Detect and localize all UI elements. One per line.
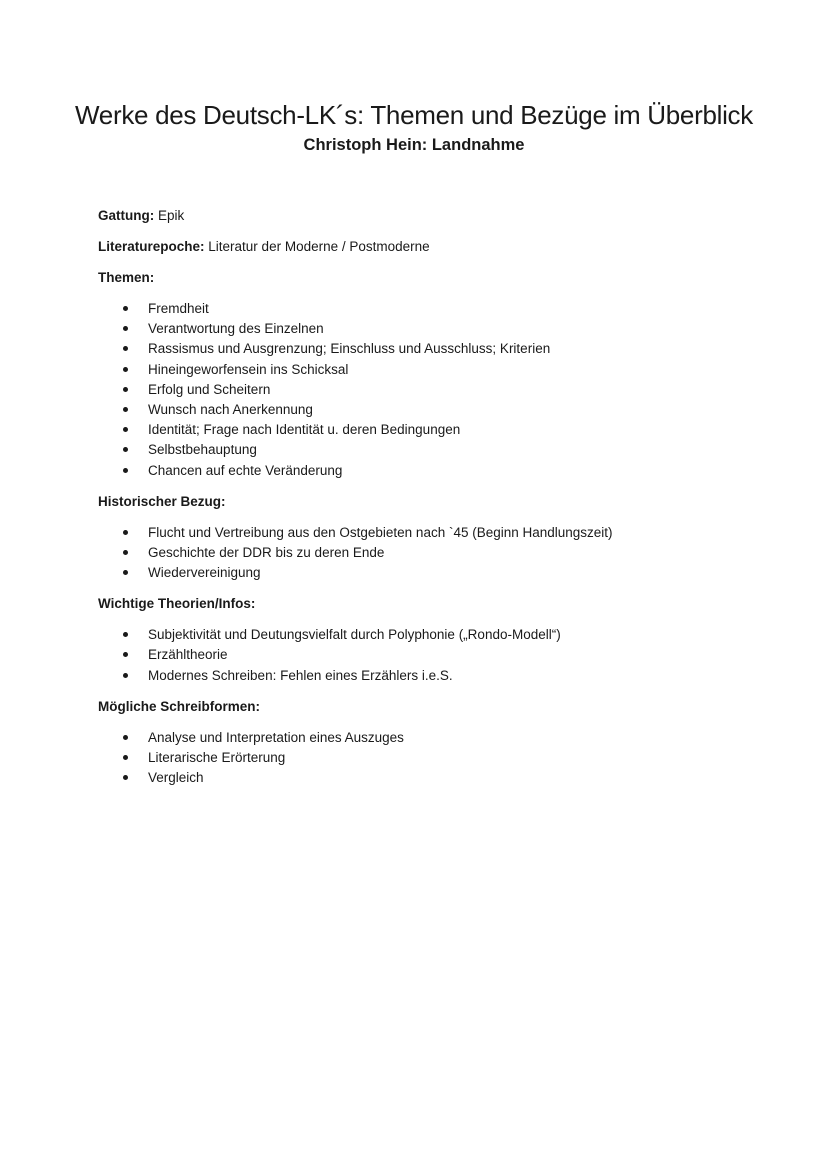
list-item-text: Hineingeworfensein ins Schicksal — [148, 361, 349, 377]
field-gattung-value: Epik — [154, 208, 185, 223]
bullet-icon — [123, 306, 128, 311]
list-item-text: Chancen auf echte Veränderung — [148, 462, 343, 478]
bullet-icon — [123, 775, 128, 780]
list-item — [98, 319, 738, 339]
list-item — [98, 625, 738, 645]
list-item-text: Wiedervereinigung — [148, 565, 261, 581]
section-heading-themen: Themen: — [98, 270, 155, 285]
list-item — [98, 339, 738, 359]
bullet-icon — [123, 755, 128, 760]
list-item-text: Fremdheit — [148, 301, 209, 316]
section-heading-historischer-bezug: Historischer Bezug: — [98, 493, 226, 509]
list-item — [98, 523, 738, 543]
list-item-text: Verantwortung des Einzelnen — [148, 321, 324, 337]
field-gattung — [98, 206, 738, 226]
bullet-icon — [123, 570, 128, 575]
list-item-text: Geschichte der DDR bis zu deren Ende — [148, 544, 385, 560]
bullet-icon — [123, 427, 128, 432]
list-item — [98, 400, 738, 420]
list-item-text: Flucht und Vertreibung aus den Ostgebieten nach `45 (Beginn Handlungszeit) — [148, 524, 613, 540]
list-item — [98, 420, 738, 440]
list-item — [98, 666, 738, 686]
document-subtitle: Christoph Hein: Landnahme — [303, 136, 525, 154]
list-item — [98, 543, 738, 563]
list-item-text: Identität; Frage nach Identität u. deren Bedingungen — [148, 422, 461, 438]
list-item — [98, 299, 738, 319]
list-item — [98, 461, 738, 481]
list-item — [98, 380, 738, 400]
bullet-icon — [123, 407, 128, 412]
list-item-text: Analyse und Interpretation eines Auszuges — [148, 729, 404, 745]
field-literaturepoche — [98, 237, 738, 257]
section-heading-schreibformen: Mögliche Schreibformen: — [98, 698, 261, 714]
bullet-icon — [123, 346, 128, 351]
document-body — [98, 206, 738, 799]
list-item-text: Selbstbehauptung — [148, 442, 257, 458]
list-item — [98, 440, 738, 460]
list-historischer-bezug — [98, 523, 738, 584]
field-literaturepoche-label: Literaturepoche: — [98, 239, 205, 254]
section-heading-theorien: Wichtige Theorien/Infos: — [98, 596, 256, 612]
bullet-icon — [123, 550, 128, 555]
bullet-icon — [123, 652, 128, 657]
bullet-icon — [123, 735, 128, 740]
field-gattung-label: Gattung: — [98, 208, 155, 223]
list-item — [98, 645, 738, 665]
bullet-icon — [123, 632, 128, 637]
list-item — [98, 728, 738, 748]
list-schreibformen — [98, 728, 738, 789]
field-literaturepoche-value: Literatur der Moderne / Postmoderne — [204, 239, 430, 254]
list-item-text: Erzähltheorie — [148, 647, 228, 663]
list-themen — [98, 299, 738, 481]
list-item-text: Erfolg und Scheitern — [148, 381, 271, 397]
bullet-icon — [123, 326, 128, 331]
list-item — [98, 563, 738, 583]
list-item — [98, 768, 738, 788]
list-item — [98, 748, 738, 768]
bullet-icon — [123, 387, 128, 392]
list-theorien — [98, 625, 738, 686]
list-item — [98, 360, 738, 380]
list-item-text: Modernes Schreiben: Fehlen eines Erzählers i.e.S. — [148, 667, 453, 683]
document-title: Werke des Deutsch-LK´s: Themen und Bezüge im Überblick — [75, 100, 753, 130]
bullet-icon — [123, 447, 128, 452]
list-item-text: Rassismus und Ausgrenzung; Einschluss und Ausschluss; Kriterien — [148, 341, 551, 357]
list-item-text: Literarische Erörterung — [148, 750, 286, 765]
bullet-icon — [123, 673, 128, 678]
list-item-text: Vergleich — [148, 770, 204, 786]
bullet-icon — [123, 367, 128, 372]
bullet-icon — [123, 468, 128, 473]
bullet-icon — [123, 530, 128, 535]
list-item-text: Wunsch nach Anerkennung — [148, 401, 313, 417]
list-item-text: Subjektivität und Deutungsvielfalt durch Polyphonie („Rondo-Modell“) — [148, 627, 561, 643]
